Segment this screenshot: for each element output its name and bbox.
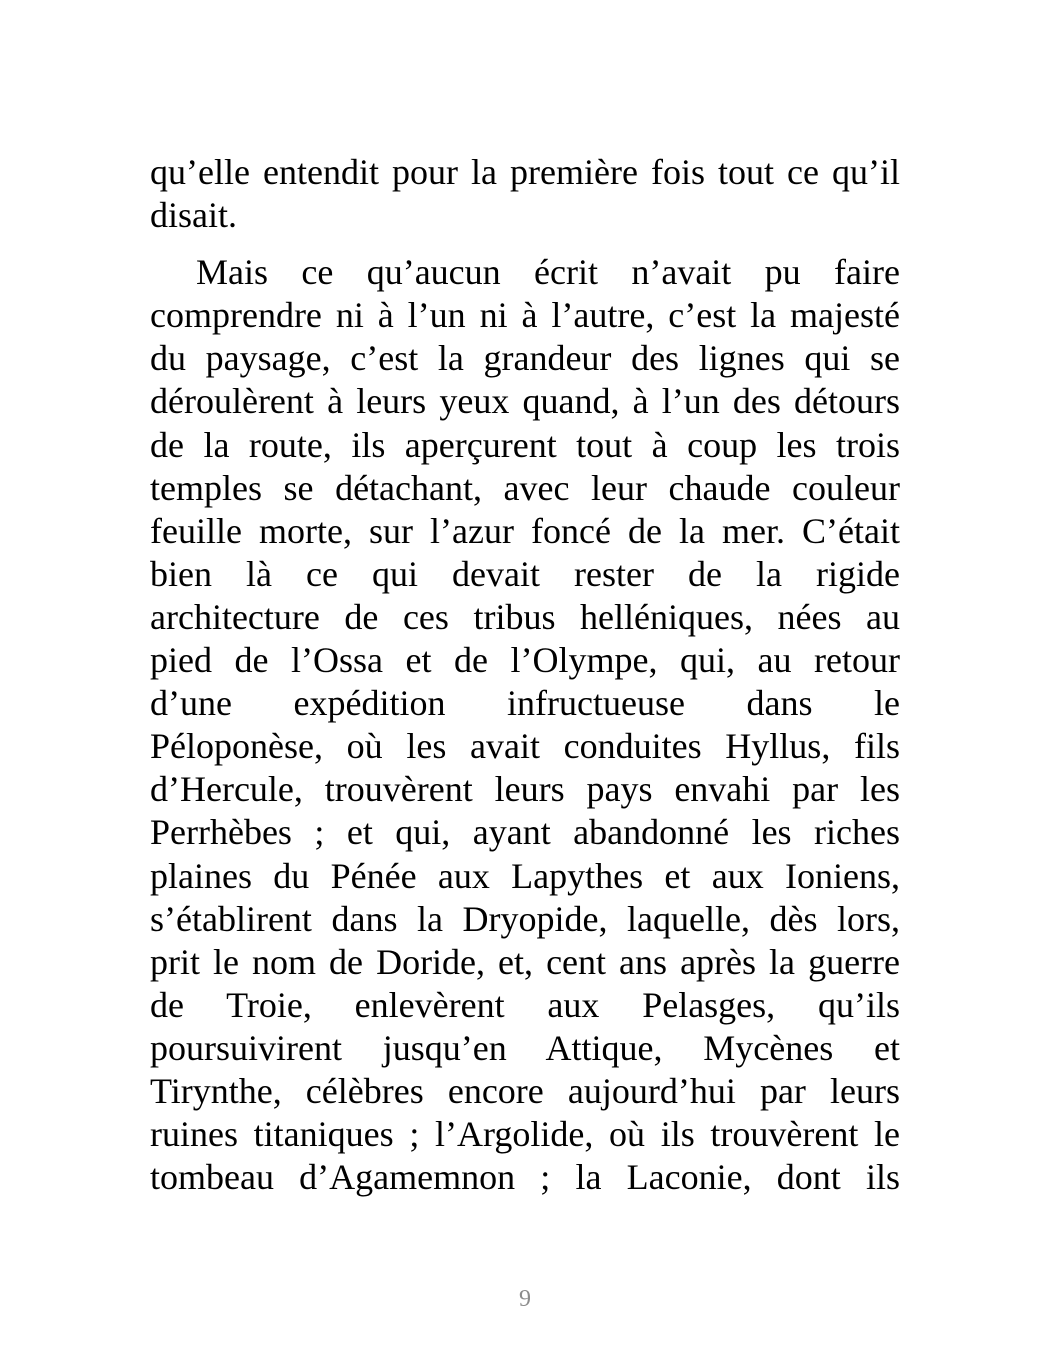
text-line: Péloponèse, où les avait conduites Hyllus, fils	[150, 726, 900, 767]
text-line: poursuivirent jusqu’en Attique, Mycènes et	[150, 1027, 900, 1068]
text-line: plaines du Pénée aux Lapythes et aux Ioniens,	[150, 855, 900, 896]
text-line: comprendre ni à l’un ni à l’autre, c’est la majesté	[150, 295, 900, 336]
text-line: Mais ce qu’aucun écrit n’avait pu faire	[196, 252, 900, 293]
text-line: feuille morte, sur l’azur foncé de la mer. C’était	[150, 510, 900, 551]
text-line: d’Hercule, trouvèrent leurs pays envahi par les	[150, 769, 900, 810]
text-line: tombeau d’Agamemnon ; la Laconie, dont ils	[150, 1157, 900, 1198]
text-line: bien là ce qui devait rester de la rigide	[150, 553, 900, 594]
text-line: Tirynthe, célèbres encore aujourd’hui par leurs	[150, 1070, 900, 1111]
text-line: d’une expédition infructueuse dans le	[150, 683, 900, 724]
text-line: de la route, ils aperçurent tout à coup les trois	[150, 424, 900, 465]
text-line: qu’elle entendit pour la première fois tout ce qu’il	[150, 152, 900, 192]
text-line: du paysage, c’est la grandeur des lignes qui se	[150, 338, 900, 379]
text-line: prit le nom de Doride, et, cent ans après la guerre	[150, 941, 900, 982]
text-line: s’établirent dans la Dryopide, laquelle, dès lors,	[150, 898, 900, 939]
text-line: architecture de ces tribus helléniques, nées au	[150, 596, 900, 637]
body-text	[150, 151, 900, 1199]
text-line: temples se détachant, avec leur chaude couleur	[150, 467, 900, 508]
text-line: de Troie, enlevèrent aux Pelasges, qu’ils	[150, 984, 900, 1025]
page-number: 9	[519, 1286, 531, 1312]
text-line: déroulèrent à leurs yeux quand, à l’un des détours	[150, 381, 900, 422]
text-line: ruines titaniques ; l’Argolide, où ils trouvèrent le	[150, 1114, 900, 1155]
text-line: disait.	[150, 195, 237, 236]
text-line: Perrhèbes ; et qui, ayant abandonné les riches	[150, 812, 900, 853]
paragraph-continuation	[150, 151, 900, 237]
paragraph	[150, 251, 900, 1199]
text-line: pied de l’Ossa et de l’Olympe, qui, au retour	[150, 640, 900, 681]
